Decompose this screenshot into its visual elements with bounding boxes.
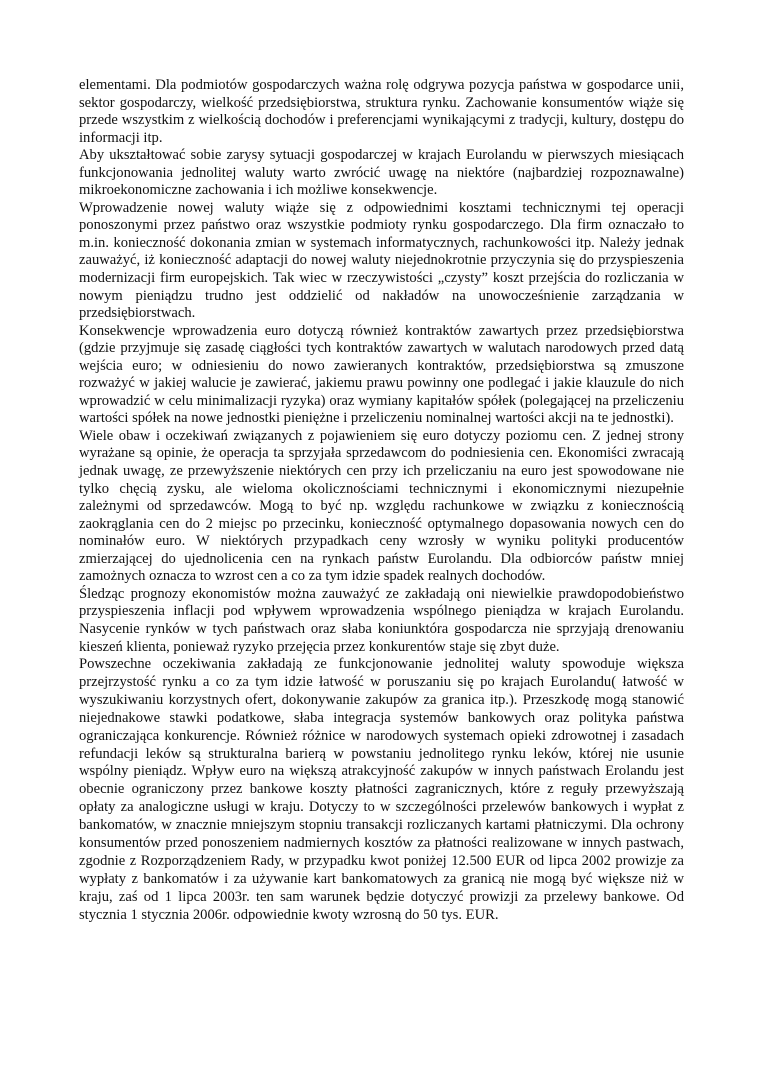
paragraph-prices: Wiele obaw i oczekiwań związanych z pojawieniem się euro dotyczy poziomu cen. Z jednej strony wyrażane są opinie, że operacja ta sprzyjała sprzedawcom do podniesienia cen. Ekonomiści zwracają jednak uwagę, ze przewyższenie niektórych cen przy ich przeliczaniu na euro jest spowodowane nie tylko chęcią zysku, ale wieloma okolicznościami technicznymi i ekonomicznymi niezupełnie zależnymi od sprzedawców. Mogą to być np. względu rachunkowe w związku z koniecznością zaokrąglania cen do 2 miejsc po przecinku, konieczność optymalnego dopasowania nowych cen do nominałów euro. W niektórych przypadkach ceny wzrosły w wyniku polityki producentów zmierzającej do ujednolicenia cen na rynkach państw Eurolandu. Dla odbiorców państw mniej zamożnych oznacza to wzrost cen a co za tym idzie spadek realnych dochodów. xyxy=(79,427,684,585)
document-page xyxy=(79,77,684,925)
paragraph-consumer-behaviour: elementami. Dla podmiotów gospodarczych ważna rolę odgrywa pozycja państwa w gospodarce unii, sektor gospodarczy, wielkość przedsiębiorstwa, struktura rynku. Zachowanie konsumentów wiąże się przede wszystkim z wielkością dochodów i preferencjami wynikającymi z tradycji, kultury, dostępu do informacji itp. xyxy=(79,77,684,146)
paragraph-market-transparency: Powszechne oczekiwania zakładają ze funkcjonowanie jednolitej waluty spowoduje większa przejrzystość rynku a co za tym idzie łatwość w poruszaniu się po krajach Eurolandu( łatwość w wyszukiwaniu korzystnych ofert, dokonywanie zakupów za granica itp.). Przeszkodę mogą stanowić niejednakowe stawki podatkowe, słaba integracja systemów bankowych oraz polityka państwa ograniczająca konkurencje. Również różnice w narodowych systemach opieki zdrowotnej i zasadach refundacji leków są strukturalna barierą w powstaniu jednolitego rynku leków, której nie usunie wspólny pieniądz. Wpływ euro na większą atrakcyjność zakupów w innych państwach Erolandu jest obecnie ograniczony przez bankowe koszty płatności zagranicznych, które z reguły przewyższają opłaty za analogiczne usługi w kraju. Dotyczy to w szczególności przelewów bankowych i wypłat z bankomatów, w znacznie mniejszym stopniu transakcji rozliczanych kartami płatniczymi. Dla ochrony konsumentów przed ponoszeniem nadmiernych kosztów za płatności realizowane w innych pastwach, zgodnie z Rozporządzeniem Rady, w przypadku kwot poniżej 12.500 EUR od lipca 2002 prowizje za wypłaty z bankomatów i za używanie kart bankomatowych za granicą nie mogą być większe niż w kraju, zaś od 1 lipca 2003r. ten sam warunek będzie dotyczyć prowizji za przelewy bankowe. Od stycznia 1 stycznia 2006r. odpowiednie kwoty wzrosną do 50 tys. EUR. xyxy=(79,656,684,923)
paragraph-economic-situation: Aby ukształtować sobie zarysy sytuacji gospodarczej w krajach Eurolandu w pierwszych miesiącach funkcjonowania jednolitej waluty warto zwrócić uwagę na niektóre (najbardziej rozpoznawalne) mikroekonomiczne zachowania i ich możliwe konsekwencje. xyxy=(79,147,684,199)
paragraph-inflation-forecast: Śledząc prognozy ekonomistów można zauważyć ze zakładają oni niewielkie prawdopodobieństwo przyspieszenia inflacji pod wpływem wprowadzenia wspólnego pieniądza w krajach Eurolandu. Nasycenie rynków w tych państwach oraz słaba koniunktóra gospodarcza nie sprzyjają drenowaniu kieszeń klienta, ponieważ ryzyko przejęcia przez konkurentów staje się zbyt duże. xyxy=(79,585,684,655)
paragraph-technical-costs: Wprowadzenie nowej waluty wiąże się z odpowiednimi kosztami technicznymi tej operacji ponoszonymi przez państwo oraz wszystkie podmioty rynku gospodarczego. Dla firm oznaczało to m.in. konieczność dokonania zmian w systemach informatycznych, rachunkowości itp. Należy jednak zauważyć, iż konieczność adaptacji do nowej waluty niejednokrotnie przyczynia się do przyspieszenia modernizacji firm europejskich. Tak wiec w rzeczywistości „czysty” koszt przejścia do rozliczania w nowym pieniądzu trudno jest oddzielić od nakładów na unowocześnienie zarządzania w przedsiębiorstwach. xyxy=(79,199,684,322)
paragraph-contracts: Konsekwencje wprowadzenia euro dotyczą również kontraktów zawartych przez przedsiębiorstwa (gdzie przyjmuje się zasadę ciągłości tych kontraktów zawartych w walutach narodowych przed datą wejścia euro; w odniesieniu do nowo zawieranych kontraktów, przedsiębiorstwa są zmuszone rozważyć w jakiej walucie je zawierać, jakiemu prawu powinny one podlegać i jakie klauzule do nich wprowadzić w celu minimalizacji ryzyka) oraz wymiany kapitałów spółek (polegającej na przeliczeniu wartości spółek na nowe jednostki pieniężne i przeliczeniu nominalnej wartości akcji na te jednostki). xyxy=(79,322,684,427)
